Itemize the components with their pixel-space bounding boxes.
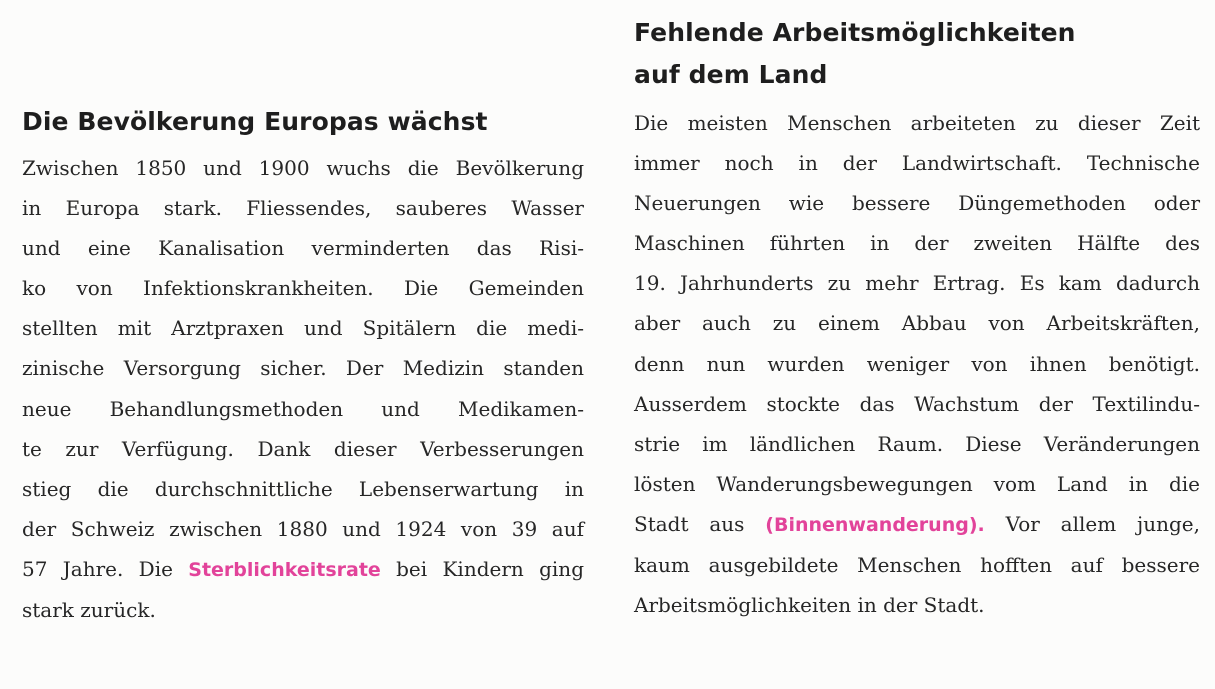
- glossary-term-binnenwanderung[interactable]: (Binnenwanderung).: [765, 513, 985, 536]
- heading-line: auf dem Land: [634, 60, 828, 89]
- line-fragment: Vor allem junge,: [984, 511, 1200, 536]
- left-column: [22, 102, 584, 630]
- text-line: Ausserdem stockte das Wachstum der Textilindu-: [634, 391, 1200, 416]
- text-line: zinische Versorgung sicher. Der Medizin standen: [22, 356, 584, 381]
- text-line: stark zurück.: [22, 598, 156, 623]
- text-line: Arbeitsmöglichkeiten in der Stadt.: [634, 593, 985, 618]
- left-paragraph: [22, 148, 584, 630]
- text-line: te zur Verfügung. Dank dieser Verbesserungen: [22, 436, 584, 461]
- heading-line: Fehlende Arbeitsmöglichkeiten: [634, 18, 1076, 47]
- text-line: strie im ländlichen Raum. Diese Veränderungen: [634, 431, 1200, 456]
- text-line: lösten Wanderungsbewegungen vom Land in die: [634, 471, 1200, 496]
- text-line: denn nun wurden weniger von ihnen benötigt.: [634, 351, 1200, 376]
- text-line: aber auch zu einem Abbau von Arbeitskräften,: [634, 311, 1200, 336]
- text-line: neue Behandlungsmethoden und Medikamen-: [22, 396, 584, 421]
- text-line: stieg die durchschnittliche Lebenserwartung in: [22, 476, 584, 501]
- text-line-with-term: [634, 504, 1200, 545]
- text-line: und eine Kanalisation verminderten das Risi-: [22, 236, 584, 261]
- text-line: Die meisten Menschen arbeiteten zu dieser Zeit: [634, 111, 1200, 135]
- text-line: stellten mit Arztpraxen und Spitälern die medi-: [22, 316, 584, 341]
- text-line: 19. Jahrhunderts zu mehr Ertrag. Es kam dadurch: [634, 271, 1200, 296]
- right-heading: [634, 12, 1200, 96]
- right-column: [634, 12, 1200, 625]
- text-line-with-term: [22, 549, 584, 590]
- line-fragment: bei Kindern ging: [380, 556, 584, 581]
- glossary-term-sterblichkeitsrate[interactable]: Sterblichkeitsrate: [188, 558, 381, 581]
- text-line: kaum ausgebildete Menschen hofften auf bessere: [634, 553, 1200, 578]
- right-paragraph: [634, 103, 1200, 625]
- left-heading: Die Bevölkerung Europas wächst: [22, 107, 488, 136]
- line-fragment: 57 Jahre. Die: [22, 556, 189, 581]
- text-line: Neuerungen wie bessere Düngemethoden oder: [634, 191, 1200, 216]
- text-line: Maschinen führten in der zweiten Hälfte des: [634, 231, 1200, 256]
- text-line: immer noch in der Landwirtschaft. Technische: [634, 151, 1200, 176]
- line-fragment: Stadt aus: [634, 511, 766, 536]
- text-line: in Europa stark. Fliessendes, sauberes Wasser: [22, 196, 584, 221]
- text-line: ko von Infektionskrankheiten. Die Gemeinden: [22, 276, 584, 301]
- text-line: Zwischen 1850 und 1900 wuchs die Bevölkerung: [22, 156, 584, 180]
- text-line: der Schweiz zwischen 1880 und 1924 von 39 auf: [22, 516, 584, 541]
